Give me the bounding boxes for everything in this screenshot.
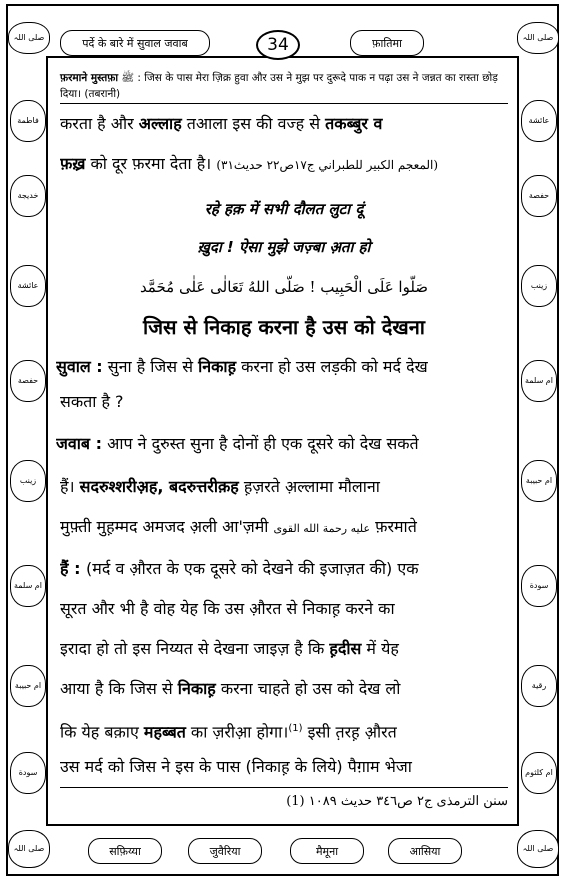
bottom-tab	[88, 838, 162, 864]
text: को दूर फ़रमा देता है।	[85, 154, 217, 173]
text: मुफ़्ती मुह़म्मद अमजद अ़ली आ'ज़मी	[60, 517, 274, 536]
answer-line-8	[60, 717, 508, 744]
page-number	[256, 30, 300, 60]
text: करना हो उस लड़की को मर्द देख	[236, 357, 428, 376]
side-medal-text: عائشة	[17, 281, 39, 290]
bold-text: निकाह़	[198, 357, 237, 376]
text: सुना है जिस से	[102, 357, 199, 376]
corner-seal-top-left	[8, 22, 50, 54]
footnote-text: (1) سنن الترمذى ج٢ ص٣٤٦ حديث ١٠٨٩	[286, 794, 508, 809]
text: आप ने दुरुस्त सुना है दोनों ही एक दूसरे को देख सकते	[102, 434, 419, 453]
bold-text: ह़दीस	[329, 639, 362, 658]
bottom-tab	[388, 838, 462, 864]
arabic-honorific: عليه رحمة الله القوى	[273, 522, 371, 535]
footnote-divider	[60, 787, 508, 788]
bottom-tab-label: जुवैरिया	[209, 844, 241, 858]
side-medal-text: خديجة	[17, 191, 39, 200]
side-medal-text: فاطمة	[17, 116, 39, 125]
text: इसी त़रह़ औ़रत	[302, 722, 397, 742]
footnote	[60, 792, 508, 812]
section-heading	[60, 312, 508, 342]
verse-line-2	[60, 235, 508, 259]
top-hadith-note	[60, 70, 508, 102]
text: करता है और	[60, 114, 139, 133]
answer-line-7	[60, 677, 508, 701]
text: करना चाहते हो उस को देख लो	[215, 679, 401, 698]
side-medal-text: رقية	[531, 681, 547, 690]
text: में येह	[361, 639, 399, 658]
question-line-1	[56, 355, 504, 379]
text: हैं।	[60, 477, 80, 496]
text: सकता है ?	[60, 392, 124, 411]
side-medal-left	[10, 175, 46, 217]
salawat-text: صَلُّوا عَلَى الْحَبِيب ! صَلَّى اللهُ تَعَالٰى عَلٰى مُحَمَّد	[139, 278, 429, 296]
bold-text: निकाह़	[177, 679, 216, 698]
side-medal-text: ام كلثوم	[525, 768, 553, 777]
side-medal-text: سودة	[529, 581, 549, 590]
text: उस मर्द को जिस ने इस के पास (निकाह़ के लिये) पैग़ाम भेजा	[60, 757, 412, 776]
corner-seal-bottom-left	[8, 830, 50, 868]
side-medal-left	[10, 665, 46, 707]
bottom-tab-label: आसिया	[409, 844, 441, 858]
text: कि येह बक़ाए	[60, 722, 144, 742]
bold-text: महब्बत	[143, 722, 186, 742]
bold-text: अल्लाह	[138, 114, 182, 133]
corner-seal-text: صلی اللہ	[13, 844, 45, 853]
header-tab-right	[350, 30, 424, 56]
side-medal-text: ام سلمة	[14, 581, 42, 590]
verse-text: ख़ुदा ! ऐसा मुझे जज़्बा अ़ता हो	[197, 238, 371, 256]
answer-line-3	[60, 515, 508, 541]
text: सूरत और भी है वोह येह कि उस औ़रत से निकाह़ करने का	[60, 599, 395, 618]
body-line-2	[60, 152, 508, 177]
top-note-label: फ़रमाने मुस्तफ़ा	[60, 72, 119, 84]
header-tab-right-label: फ़ातिमा	[372, 36, 402, 50]
answer-line-9	[60, 755, 508, 779]
side-medal-text: حفصة	[528, 191, 550, 200]
page-number-text: 34	[267, 35, 289, 55]
answer-label: जवाब :	[56, 434, 103, 453]
bottom-tab	[290, 838, 364, 864]
corner-seal-bottom-right	[517, 830, 559, 868]
footnote-marker[interactable]: (1)	[288, 723, 303, 734]
top-note-divider	[60, 103, 508, 104]
side-medal-left	[10, 752, 46, 794]
side-medal-left	[10, 565, 46, 607]
text: (मर्द व औ़रत के एक दूसरे को देखने की इजाज़त की) एक	[86, 559, 419, 578]
side-medal-left	[10, 100, 46, 142]
answer-line-6	[60, 637, 508, 661]
bold-text: फ़ख़्र	[60, 154, 86, 173]
bottom-tab-label: सफ़िय्या	[109, 844, 141, 858]
side-medal-left	[10, 460, 46, 502]
question-line-2	[60, 390, 508, 414]
side-medal-right	[521, 360, 557, 402]
answer-line-4	[60, 557, 508, 581]
text: ह़ज़रते अ़ल्लामा मौलाना	[238, 477, 380, 496]
salawat-line	[60, 275, 508, 299]
side-medal-text: سودة	[18, 768, 38, 777]
verse-text: रहे हक़ में सभी दौलत लुटा दूं	[204, 200, 364, 218]
side-medal-right	[521, 100, 557, 142]
bold-text: तकब्बुर व	[325, 114, 383, 133]
bottom-tab	[188, 838, 262, 864]
corner-seal-text: صلی اللہ	[522, 844, 554, 853]
side-medal-right	[521, 752, 557, 794]
corner-seal-text: صلی اللہ	[13, 33, 45, 42]
side-medal-left	[10, 265, 46, 307]
bottom-tab-label: मैमूना	[315, 844, 339, 858]
side-medal-text: زينب	[530, 281, 548, 290]
book-title: पर्दे के बारे में सुवाल जवाब	[82, 36, 188, 50]
text: का ज़रीआ़ होगा।	[185, 722, 289, 742]
side-medal-right	[521, 175, 557, 217]
side-medal-text: ام حبيبة	[525, 476, 553, 485]
arabic-reference: (المعجم الكبير للطبراني ج١٧ص٢٢ حديث٣١)	[216, 158, 439, 172]
side-medal-text: ام سلمة	[525, 376, 553, 385]
side-medal-right	[521, 460, 557, 502]
side-medal-right	[521, 565, 557, 607]
answer-line-5	[60, 597, 508, 621]
corner-seal-text: صلی اللہ	[522, 33, 554, 42]
question-label: सुवाल :	[56, 357, 103, 376]
answer-line-2	[60, 475, 508, 499]
text: फ़रमाते	[370, 517, 417, 536]
book-title-tab	[60, 30, 210, 56]
bold-text: सदरुश्शरीअ़ह, बदरुत्तरीक़ह	[79, 477, 239, 496]
text: आया है कि जिस से	[60, 679, 178, 698]
top-note-text: ﷺ : जिस के पास मेरा ज़िक्र हुवा और उस ने मुझ पर दुरूदे पाक न पढ़ा उस ने जन्नत का रास्ता छोड़ दिया। (तबरानी)	[60, 72, 498, 100]
corner-seal-top-right	[517, 22, 559, 54]
body-line-1	[60, 112, 508, 136]
bold-text: हैं :	[60, 559, 87, 578]
side-medal-right	[521, 665, 557, 707]
answer-line-1	[56, 432, 504, 456]
side-medal-text: عائشة	[528, 116, 550, 125]
side-medal-text: زينب	[19, 476, 37, 485]
text: इरादा हो तो इस निय्यत से देखना जाइज़ है कि	[60, 639, 330, 658]
verse-line-1	[60, 197, 508, 221]
side-medal-left	[10, 360, 46, 402]
side-medal-text: حفصة	[17, 376, 39, 385]
side-medal-right	[521, 265, 557, 307]
heading-text: जिस से निकाह करना है उस को देखना	[143, 315, 425, 339]
text: तआला इस की वज्ह से	[181, 114, 326, 133]
side-medal-text: ام حبيبة	[14, 681, 42, 690]
